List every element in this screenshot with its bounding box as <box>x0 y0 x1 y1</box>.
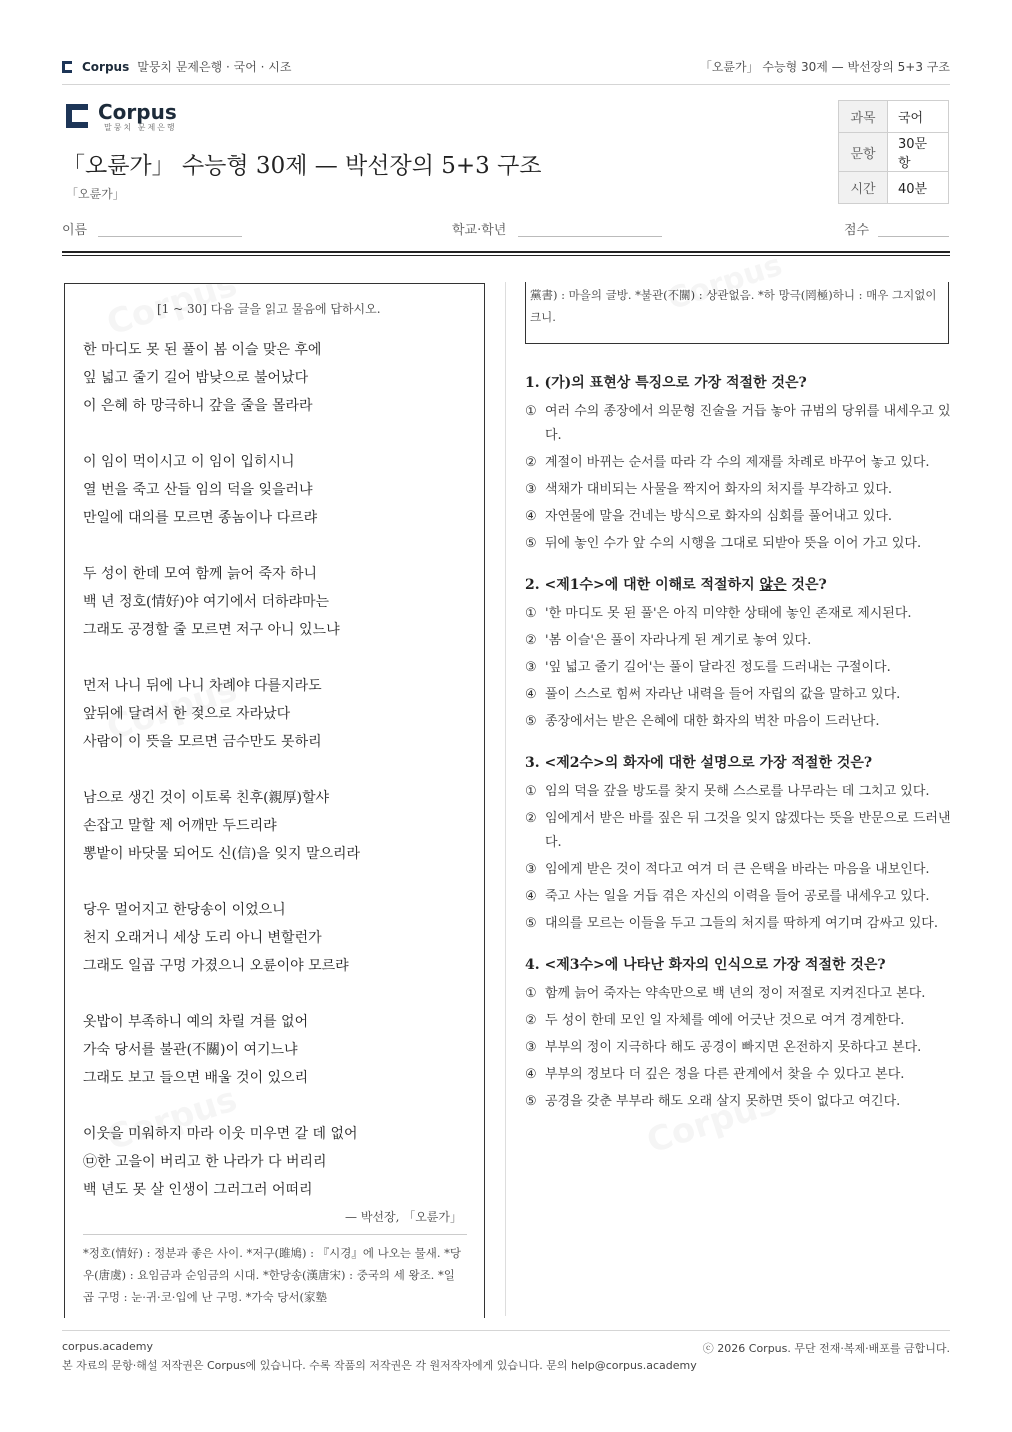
option-text: 임에게서 받은 바를 짚은 뒤 그것을 잊지 않겠다는 뜻을 반문으로 드러낸다. <box>545 811 951 850</box>
option-text: 함께 늙어 죽자는 약속만으로 백 년의 정이 저절로 지켜진다고 본다. <box>545 986 926 1001</box>
column-divider <box>505 282 506 1316</box>
option-text: 자연물에 말을 건네는 방식으로 화자의 심회를 풀어내고 있다. <box>545 509 893 524</box>
option-number: ① <box>525 986 537 1001</box>
answer-option[interactable] <box>525 1009 951 1033</box>
question-text: <제2수>의 화자에 대한 설명으로 가장 적절한 것은? <box>544 755 873 771</box>
option-text: 임의 덕을 갚을 방도를 찾지 못해 스스로를 나무라는 데 그치고 있다. <box>545 784 930 799</box>
question-number: 4. <box>525 957 540 973</box>
running-header-title: 「오륜가」 수능형 30제 — 박선장의 5+3 구조 <box>699 60 950 74</box>
poem-line: 손잡고 말할 제 어깨만 두드리랴 <box>83 818 277 834</box>
option-text: 공경을 갖춘 부부라 해도 오래 살지 못하면 뜻이 없다고 여긴다. <box>545 1094 901 1109</box>
poem-stanza-1 <box>83 336 473 420</box>
page-subtitle: 「오륜가」 <box>66 187 125 201</box>
poem-line: 그래도 일곱 구멍 가졌으니 오륜이야 모르랴 <box>83 958 349 974</box>
brand-tagline: 말뭉치 문제은행 <box>104 123 177 132</box>
info-key: 시간 <box>839 172 888 204</box>
option-number: ⑤ <box>525 1094 537 1109</box>
poem-stanza-5 <box>83 784 473 868</box>
answer-option[interactable] <box>525 982 951 1006</box>
question-number: 1. <box>525 375 540 391</box>
brand-name: Corpus <box>98 100 177 124</box>
option-text: '잎 넓고 줄기 길어'는 풀이 달라진 정도를 드러내는 구절이다. <box>545 660 891 675</box>
question-stem <box>525 372 951 394</box>
corpus-mark-icon <box>66 104 88 128</box>
poem-line: 백 년 정호(情好)야 여기에서 더하랴마는 <box>83 594 330 610</box>
poem-line: 백 년도 못 살 인생이 그러그러 어떠리 <box>83 1182 313 1198</box>
answer-option[interactable] <box>525 532 951 556</box>
option-number: ④ <box>525 889 537 904</box>
score-field[interactable] <box>878 236 949 237</box>
option-text: 풀이 스스로 힘써 자라난 내력을 들어 자립의 값을 말하고 있다. <box>545 687 901 702</box>
poem <box>83 336 473 1232</box>
footnotes: *정호(情好) : 정분과 좋은 사이. *저구(雎鳩) : 『시경』에 나오는 물새. *당우(唐虞) : 요임금과 순임금의 시대. *한당송(漢唐宋) : 중국의 세 왕조. *일곱 구멍 : 눈·귀·코·입에 난 구멍. *가숙 당서(家塾 <box>83 1246 461 1304</box>
title-divider <box>62 251 950 253</box>
question-text: <제1수>에 대한 이해로 적절하지 <box>544 577 760 593</box>
option-number: ② <box>525 455 537 470</box>
running-header <box>62 58 950 80</box>
poem-line: 옷밥이 부족하니 예의 차릴 겨를 없어 <box>83 1014 309 1030</box>
poem-line: 그래도 공경할 줄 모르면 저구 아니 있느냐 <box>83 622 340 638</box>
option-text: 색채가 대비되는 사물을 짝지어 화자의 처지를 부각하고 있다. <box>545 482 893 497</box>
poem-line: 먼저 나니 뒤에 나니 차례야 다를지라도 <box>83 678 322 694</box>
passage-box <box>64 283 485 1318</box>
question-text-end: 것은? <box>786 577 827 593</box>
info-key: 과목 <box>839 101 888 133</box>
poem-stanza-3 <box>83 560 473 644</box>
answer-option[interactable] <box>525 710 951 734</box>
option-text: 부부의 정이 지극하다 해도 공경이 빠지면 온전하지 못하다고 본다. <box>545 1040 922 1055</box>
page-title: 「오륜가」 수능형 30제 — 박선장의 5+3 구조 <box>62 153 542 179</box>
footer-notice: 본 자료의 문항·해설 저작권은 Corpus에 있습니다. 수록 작품의 저작권은 각 원저작자에게 있습니다. 문의 help@corpus.academy <box>62 1359 697 1372</box>
running-header-brand: Corpus <box>82 59 130 74</box>
option-text: 뒤에 놓인 수가 앞 수의 시행을 그대로 되받아 뜻을 이어 가고 있다. <box>545 536 922 551</box>
option-number: ⑤ <box>525 714 537 729</box>
option-number: ③ <box>525 1040 537 1055</box>
question-number: 3. <box>525 755 540 771</box>
answer-option[interactable] <box>525 1036 951 1060</box>
option-number: ① <box>525 784 537 799</box>
option-number: ③ <box>525 660 537 675</box>
option-number: ② <box>525 811 537 826</box>
poem-line: 한 마디도 못 된 풀이 봄 이슬 맞은 후에 <box>83 342 322 358</box>
answer-option[interactable] <box>525 683 951 707</box>
name-label: 이름 <box>62 223 88 238</box>
info-value: 30문항 <box>888 133 949 172</box>
option-number: ④ <box>525 1067 537 1082</box>
question-stem <box>525 574 951 596</box>
option-number: ③ <box>525 482 537 497</box>
option-text: 부부의 정보다 더 깊은 정을 다른 관계에서 찾을 수 있다고 본다. <box>545 1067 905 1082</box>
answer-option[interactable] <box>525 478 951 502</box>
corpus-logo-icon <box>62 61 74 73</box>
question-1 <box>525 372 951 556</box>
option-number: ④ <box>525 509 537 524</box>
option-text: 계절이 바뀌는 순서를 따라 각 수의 제재를 차례로 바꾸어 놓고 있다. <box>545 455 930 470</box>
brand-logo <box>66 100 266 140</box>
title-divider-thin <box>62 255 950 256</box>
answer-option[interactable] <box>525 505 951 529</box>
poem-stanza-4 <box>83 672 473 756</box>
answer-option[interactable] <box>525 885 951 909</box>
option-number: ④ <box>525 687 537 702</box>
footer-site-link[interactable]: corpus.academy <box>62 1340 153 1353</box>
poem-line: ㉤한 고을이 버리고 한 나라가 다 버리리 <box>83 1154 327 1170</box>
poem-line: 열 번을 죽고 산들 임의 덕을 잊을러냐 <box>83 482 313 498</box>
footnotes-continued-text: 黨書) : 마을의 글방. *불관(不關) : 상관없음. *하 망극(罔極)하니 : 매우 그지없이 크니. <box>530 288 937 324</box>
info-row-time <box>839 172 949 204</box>
option-number: ③ <box>525 862 537 877</box>
option-number: ② <box>525 633 537 648</box>
footer-divider <box>62 1330 950 1331</box>
poem-line: 당우 멀어지고 한당송이 이었으니 <box>83 902 286 918</box>
option-text: 두 성이 한데 모인 일 자체를 예에 어긋난 것으로 여겨 경계한다. <box>545 1013 905 1028</box>
option-number: ① <box>525 404 537 419</box>
poem-line: 이 은혜 하 망극하니 갚을 줄을 몰라라 <box>83 398 313 414</box>
answer-option[interactable] <box>525 807 951 855</box>
poem-stanza-2 <box>83 448 473 532</box>
poem-stanza-6 <box>83 896 473 980</box>
info-value: 40분 <box>888 172 949 204</box>
option-text: 임에게 받은 것이 적다고 여겨 더 큰 은택을 바라는 마음을 내보인다. <box>545 862 930 877</box>
poem-line: 천지 오래거니 세상 도리 아니 변할런가 <box>83 930 322 946</box>
school-field[interactable] <box>518 236 662 237</box>
question-stem <box>525 752 951 774</box>
name-field[interactable] <box>98 236 242 237</box>
option-number: ⑤ <box>525 916 537 931</box>
option-number: ⑤ <box>525 536 537 551</box>
answer-option[interactable] <box>525 656 951 680</box>
poem-line: 가숙 당서를 불관(不關)이 여기느냐 <box>83 1042 298 1058</box>
option-text: 여러 수의 종장에서 의문형 진술을 거듭 놓아 규범의 당위를 내세우고 있다. <box>545 404 951 443</box>
school-label: 학교·학년 <box>452 223 507 238</box>
answer-option[interactable] <box>525 1090 951 1114</box>
answer-option[interactable] <box>525 602 951 626</box>
option-text: 대의를 모르는 이들을 두고 그들의 처지를 딱하게 여기며 감싸고 있다. <box>545 916 938 931</box>
option-number: ② <box>525 1013 537 1028</box>
answer-option[interactable] <box>525 912 951 936</box>
poem-line: 사람이 이 뜻을 모르면 금수만도 못하리 <box>83 734 322 750</box>
question-list <box>525 372 951 1132</box>
poem-line: 이 임이 먹이시고 이 임이 입히시니 <box>83 454 295 470</box>
info-row-subject <box>839 101 949 133</box>
question-text: <제3수>에 나타난 화자의 인식으로 가장 적절한 것은? <box>544 957 886 973</box>
poem-line: 이웃을 미워하지 마라 이웃 미우면 갈 데 없어 <box>83 1126 358 1142</box>
option-number: ① <box>525 606 537 621</box>
option-text: '봄 이슬'은 풀이 자라나게 된 계기로 놓여 있다. <box>545 633 812 648</box>
poem-line: 남으로 생긴 것이 이토록 친후(親厚)할샤 <box>83 790 330 806</box>
question-4 <box>525 954 951 1114</box>
info-value: 국어 <box>888 101 949 133</box>
passage-instruction: [1 ~ 30] 다음 글을 읽고 물음에 답하시오. <box>157 302 381 316</box>
answer-option[interactable] <box>525 629 951 653</box>
option-text: 죽고 사는 일을 거듭 겪은 자신의 이력을 들어 공로를 내세우고 있다. <box>545 889 930 904</box>
info-row-count <box>839 133 949 172</box>
answer-option[interactable] <box>525 451 951 475</box>
poem-line: 앞뒤에 달려서 한 젖으로 자라났다 <box>83 706 291 722</box>
poem-stanza-8 <box>83 1120 473 1204</box>
question-2 <box>525 574 951 734</box>
poem-stanza-7 <box>83 1008 473 1092</box>
poem-line: 만일에 대의를 모르면 종놈이나 다르랴 <box>83 510 318 526</box>
answer-option[interactable] <box>525 780 951 804</box>
question-emphasis: 않은 <box>759 577 787 593</box>
info-key: 문항 <box>839 133 888 172</box>
option-text: '한 마디도 못 된 풀'은 아직 미약한 상태에 놓인 존재로 제시된다. <box>545 606 912 621</box>
answer-option[interactable] <box>525 1063 951 1087</box>
question-text: (가)의 표현상 특징으로 가장 적절한 것은? <box>544 375 807 391</box>
poem-author: — 박선장, 「오륜가」 <box>345 1210 462 1224</box>
question-number: 2. <box>525 577 540 593</box>
answer-option[interactable] <box>525 400 951 448</box>
score-label: 점수 <box>844 223 870 238</box>
option-text: 종장에서는 받은 은혜에 대한 화자의 벅찬 마음이 드러난다. <box>545 714 880 729</box>
footnote-divider <box>83 1234 467 1235</box>
exam-info-table <box>838 100 949 204</box>
poem-line: 잎 넓고 줄기 길어 밤낮으로 불어났다 <box>83 370 309 386</box>
footer-copyright: ⓒ 2026 Corpus. 무단 전재·복제·배포를 금합니다. <box>702 1342 950 1355</box>
poem-line: 뽕밭이 바닷물 되어도 신(信)을 잊지 말으리라 <box>83 846 361 862</box>
poem-line: 두 성이 한데 모여 함께 늙어 죽자 하니 <box>83 566 318 582</box>
question-stem <box>525 954 951 976</box>
poem-line: 그래도 보고 들으면 배울 것이 있으리 <box>83 1070 309 1086</box>
footnotes-continued <box>525 282 949 344</box>
breadcrumb: 말뭉치 문제은행 · 국어 · 시조 <box>137 60 292 74</box>
header-divider <box>62 84 950 85</box>
answer-option[interactable] <box>525 858 951 882</box>
question-3 <box>525 752 951 936</box>
